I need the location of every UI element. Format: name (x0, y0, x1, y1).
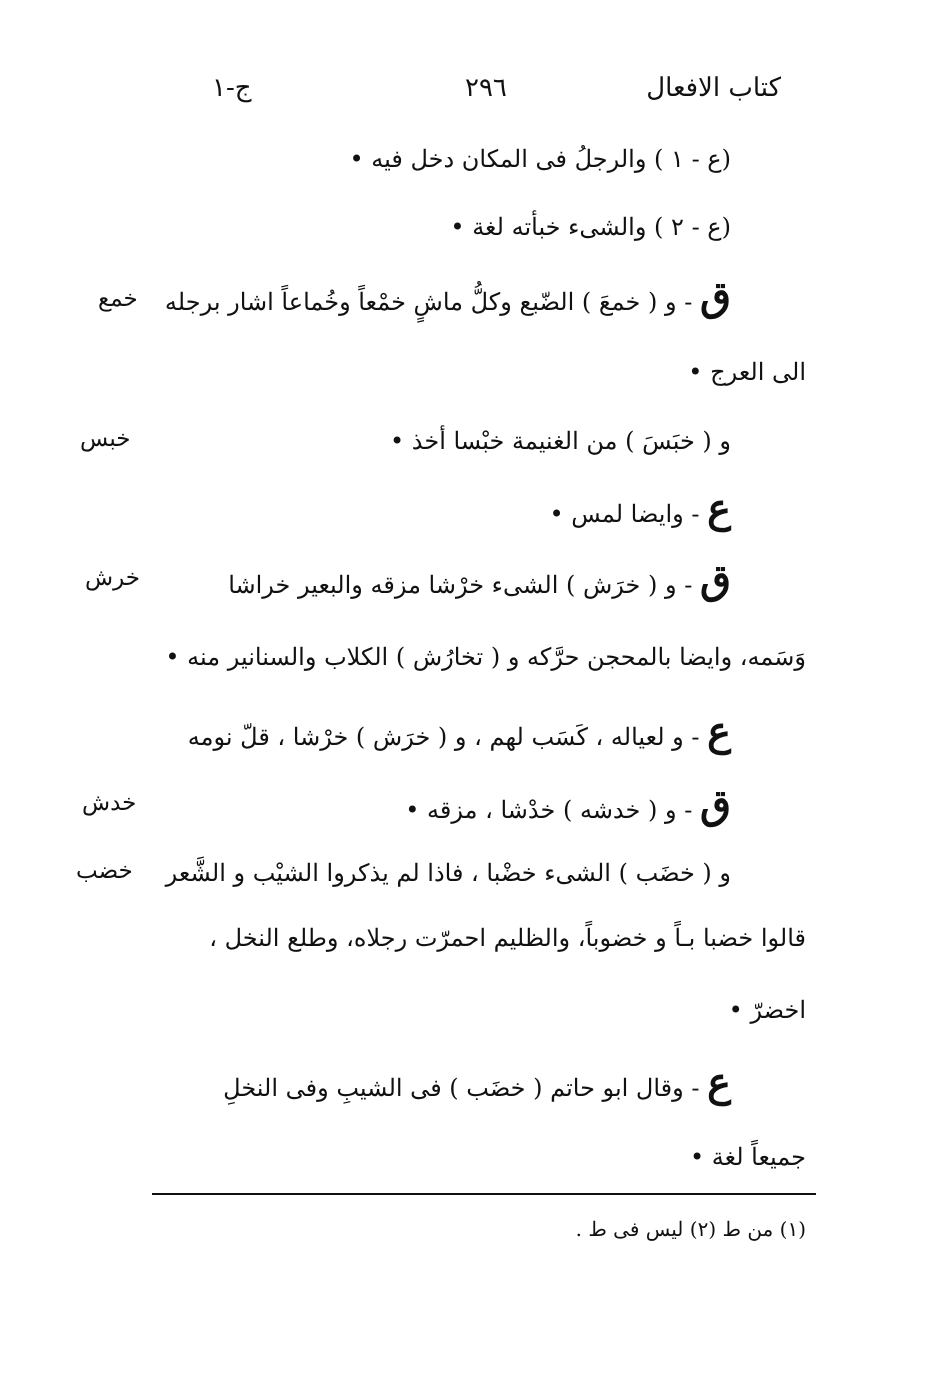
source-mark: ق (699, 781, 731, 828)
margin-headword: خضب (76, 858, 133, 884)
text-line: و ( خضَب ) الشىء خضْبا ، فاذا لم يذكروا الشيْب و الشَّعر (165, 859, 731, 887)
text-line: ق - و ( خرَش ) الشىء خرْشا مزقه والبعير خراشا (228, 556, 731, 603)
text-line: الى العرج • (688, 358, 806, 386)
text-line: اخضرّ • (728, 996, 806, 1024)
margin-headword: خرش (85, 565, 140, 591)
text-line: و ( خبَسَ ) من الغنيمة خبْسا أخذ • (390, 427, 731, 455)
source-mark: ق (699, 556, 731, 603)
text-line: ق - و ( خدشه ) خدْشا ، مزقه • (405, 781, 731, 828)
margin-headword: خدش (82, 790, 137, 816)
text-line: وَسَمه، وايضا بالمحجن حرَّكه و ( تخارُش ) الكلاب والسنانير منه • (165, 643, 806, 671)
text-line: جميعاً لغة • (689, 1143, 806, 1171)
volume-label: ج-١ (212, 73, 252, 103)
source-mark: ق (699, 273, 731, 320)
text-line: ع - وقال ابو حاتم ( خضَب ) فى الشيبِ وفى النخلِ (223, 1059, 731, 1106)
footnote: (١) من ط (٢) ليس فى ط . (575, 1217, 806, 1241)
footnote-rule (152, 1193, 816, 1195)
margin-headword: خمع (98, 286, 138, 312)
book-title: كتاب الافعال (646, 73, 781, 103)
text-line: (ع - ١ ) والرجلُ فى المكان دخل فيه • (349, 145, 731, 173)
source-mark: ع (707, 708, 731, 755)
source-mark: ع (707, 1059, 731, 1106)
source-mark: ع (707, 485, 731, 532)
margin-headword: خبس (80, 426, 131, 452)
page-number: ٢٩٦ (465, 73, 507, 103)
text-line: ع - و لعياله ، كَسَب لهم ، و ( خرَش ) خرْشا ، قلّ نومه (187, 708, 731, 755)
text-line: ق - و ( خمعَ ) الضّبع وكلُّ ماشٍ خمْعاً وخُماعاً اشار برجله (164, 273, 731, 320)
text-line: (ع - ٢ ) والشىء خبأته لغة • (450, 213, 731, 241)
text-line: قالوا خضبا بـاً و خضوباً، والظليم احمرّت رجلاه، وطلع النخل ، (209, 924, 806, 952)
text-line: ع - وايضا لمس • (549, 485, 731, 532)
